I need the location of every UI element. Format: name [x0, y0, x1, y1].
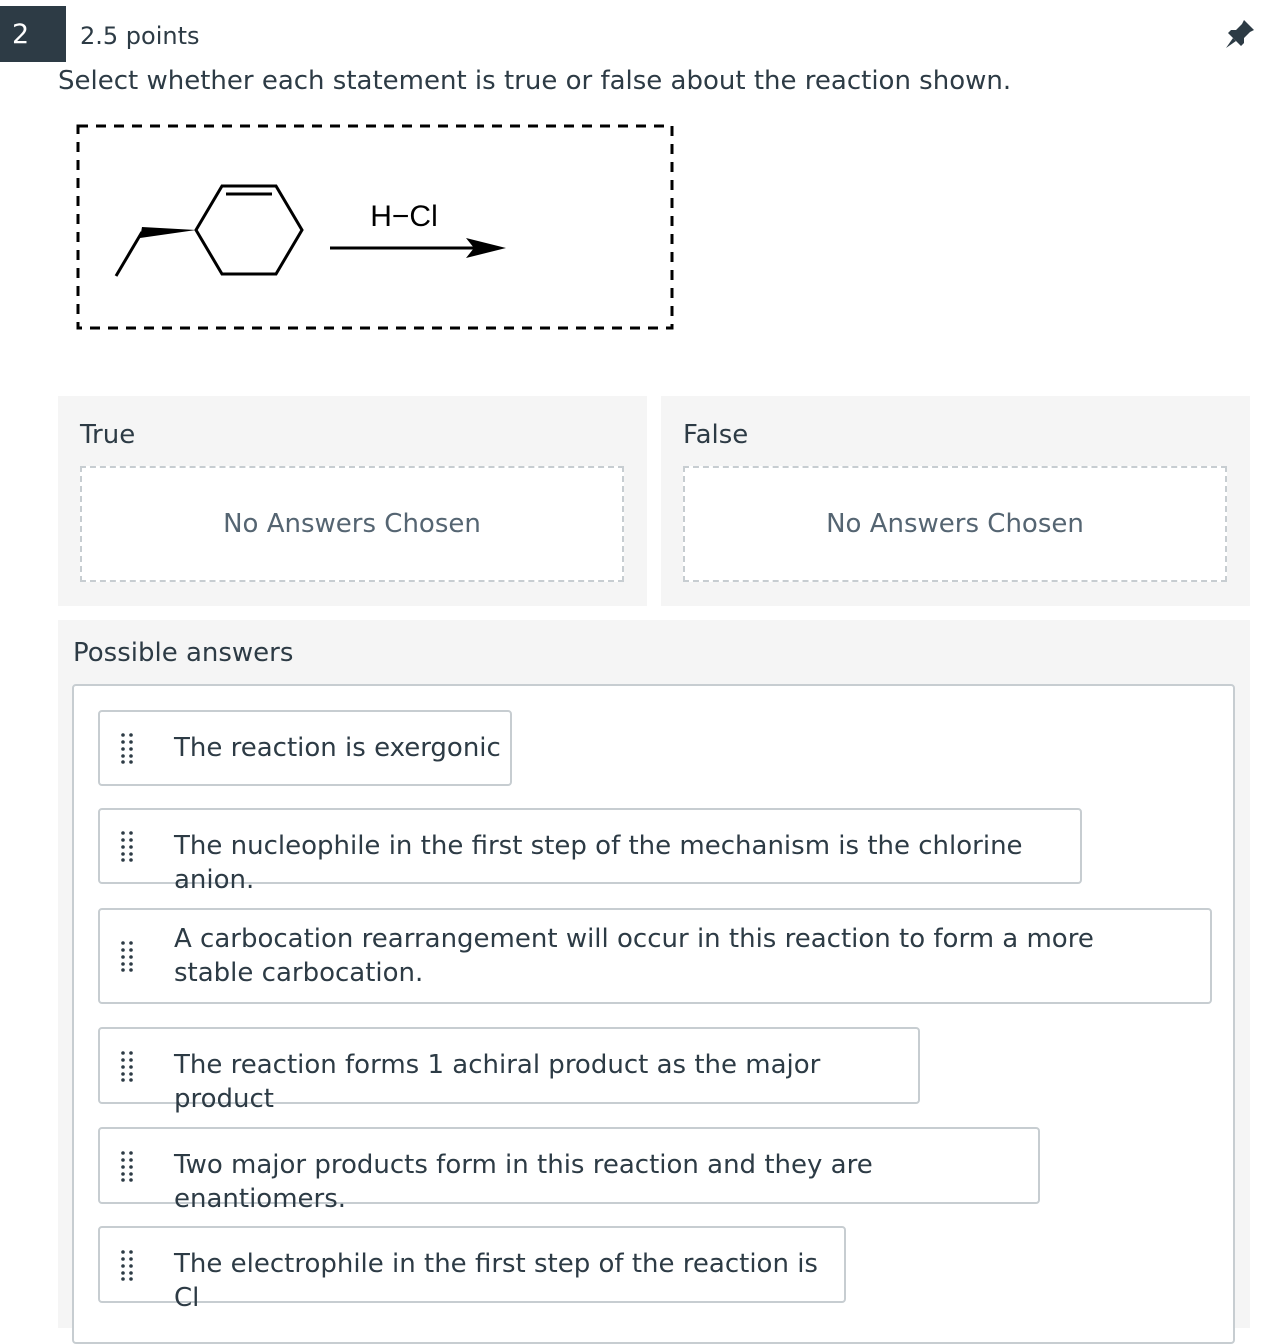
- answer-text: Two major products form in this reaction and they are enantiomers.: [174, 1150, 873, 1214]
- drag-handle-icon[interactable]: [118, 1249, 136, 1281]
- drag-handle-icon[interactable]: [118, 732, 136, 764]
- drag-handle-icon[interactable]: [118, 830, 136, 862]
- false-drop-area[interactable]: No Answers Chosen: [683, 466, 1227, 582]
- drag-handle-icon[interactable]: [118, 1050, 136, 1082]
- question-points: 2.5 points: [80, 22, 200, 50]
- answer-card[interactable]: [98, 710, 512, 786]
- answer-card[interactable]: [98, 1027, 920, 1114]
- true-zone: [58, 396, 647, 606]
- question-prompt: Select whether each statement is true or false about the reaction shown.: [58, 66, 1012, 96]
- answer-text: The reaction is exergonic: [174, 733, 501, 763]
- reaction-diagram: [74, 122, 676, 332]
- answer-card[interactable]: [98, 1226, 846, 1313]
- question-number: 2: [0, 6, 66, 62]
- possible-answers-list: [72, 684, 1235, 1344]
- possible-answers-title: Possible answers: [73, 638, 294, 668]
- drag-handle-icon[interactable]: [118, 1150, 136, 1182]
- answer-card[interactable]: [98, 808, 1082, 895]
- false-zone-title: False: [683, 420, 749, 450]
- answer-text: The nucleophile in the first step of the mechanism is the chlorine anion.: [174, 831, 1023, 895]
- reaction-reagent: H−Cl: [370, 200, 438, 233]
- pin-icon[interactable]: [1222, 16, 1258, 52]
- true-zone-title: True: [80, 420, 136, 450]
- true-drop-area[interactable]: No Answers Chosen: [80, 466, 624, 582]
- drag-handle-icon[interactable]: [118, 940, 136, 972]
- answer-card[interactable]: [98, 1127, 1040, 1214]
- answer-card[interactable]: [98, 908, 1212, 1004]
- answer-text: A carbocation rearrangement will occur in this reaction to form a more stable carbocation.: [174, 924, 1094, 988]
- false-zone: [661, 396, 1250, 606]
- possible-answers-panel: [58, 620, 1250, 1328]
- answer-text: The reaction forms 1 achiral product as the major product: [174, 1050, 821, 1114]
- answer-text: The electrophile in the first step of the reaction is Cl: [174, 1249, 818, 1313]
